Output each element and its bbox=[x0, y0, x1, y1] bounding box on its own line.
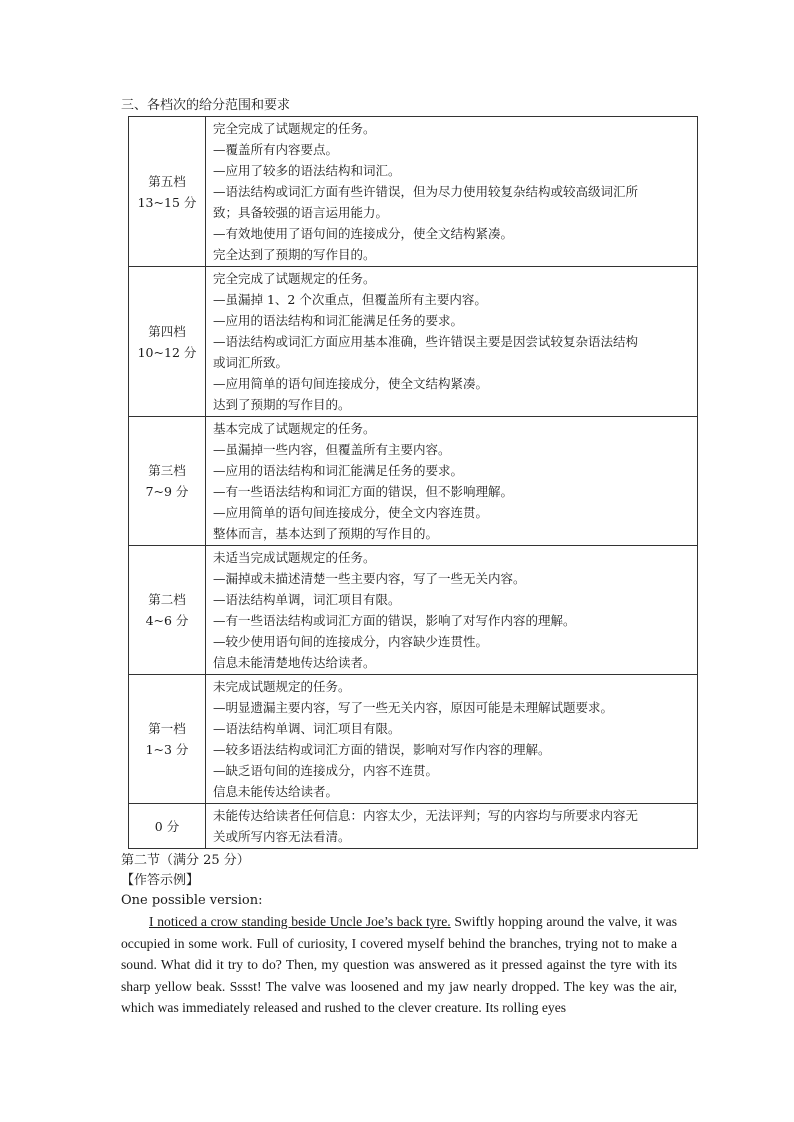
requirement-line: —缺乏语句间的连接成分，内容不连贯。 bbox=[213, 763, 439, 778]
requirement-line: 达到了预期的写作目的。 bbox=[213, 397, 351, 412]
requirement-line: —虽漏掉一些内容，但覆盖所有主要内容。 bbox=[213, 442, 451, 457]
band-score: 10~12 分 bbox=[137, 344, 197, 360]
section-heading: 三、各档次的给分范围和要求 bbox=[121, 98, 291, 113]
band-score: 0 分 bbox=[154, 818, 180, 834]
band-cell bbox=[129, 804, 206, 849]
requirement-line: —语法结构或词汇方面应用基本准确，些许错误主要是因尝试较复杂语法结构 bbox=[213, 334, 639, 349]
band-label: 第三档 bbox=[148, 463, 186, 478]
requirement-cell bbox=[206, 675, 698, 804]
requirement-line: —语法结构单调，词汇项目有限。 bbox=[213, 592, 401, 607]
requirement-line: —有一些语法结构或词汇方面的错误，影响了对写作内容的理解。 bbox=[213, 613, 576, 628]
requirement-line: —较少使用语句间的连接成分，内容缺少连贯性。 bbox=[213, 634, 489, 649]
band-score: 4~6 分 bbox=[145, 613, 189, 628]
requirement-line: —语法结构或词汇方面有些许错误，但为尽力使用较复杂结构或较高级词汇所 bbox=[213, 184, 639, 199]
requirement-line: 完全完成了试题规定的任务。 bbox=[213, 121, 376, 136]
requirement-line: —有一些语法结构和词汇方面的错误，但不影响理解。 bbox=[213, 484, 514, 499]
section-two-title: 第二节（满分 25 分） bbox=[121, 853, 250, 868]
requirement-line: —虽漏掉 1、2 个次重点，但覆盖所有主要内容。 bbox=[213, 292, 487, 307]
example-label: 【作答示例】 bbox=[121, 873, 200, 888]
requirement-line: —漏掉或未描述清楚一些主要内容，写了一些无关内容。 bbox=[213, 571, 526, 586]
rubric-row bbox=[129, 417, 698, 546]
requirement-line: 信息未能传达给读者。 bbox=[213, 784, 339, 799]
rubric-row bbox=[129, 546, 698, 675]
requirement-line: 未适当完成试题规定的任务。 bbox=[213, 550, 376, 565]
requirement-cell bbox=[206, 417, 698, 546]
requirement-line: 致；具备较强的语言运用能力。 bbox=[213, 205, 389, 220]
essay-continuation: Swiftly hopping around the valve, it was occupied in some work. Full of curiosity, I covered myself behind the branches, trying not to make a sound. What did it try to do? Then, my question was answered as it pressed against the tyre with its sharp yellow beak. Sssst! The valve was loosened and my jaw nearly dropped. The key was the air, which was immediately released and rushed to the clever creature. Its rolling eyes bbox=[121, 914, 678, 1015]
requirement-line: —语法结构单调、词汇项目有限。 bbox=[213, 721, 401, 736]
band-score: 13~15 分 bbox=[137, 194, 197, 210]
essay-paragraph bbox=[121, 911, 677, 1019]
requirement-line: 或词汇所致。 bbox=[213, 355, 289, 370]
requirement-line: —有效地使用了语句间的连接成分，使全文结构紧凑。 bbox=[213, 226, 514, 241]
rubric-row bbox=[129, 117, 698, 267]
band-score: 1~3 分 bbox=[145, 742, 189, 757]
requirement-cell bbox=[206, 804, 698, 849]
rubric-table bbox=[128, 116, 698, 849]
requirement-line: 完全达到了预期的写作目的。 bbox=[213, 247, 376, 262]
band-cell bbox=[129, 417, 206, 546]
rubric-row bbox=[129, 267, 698, 417]
band-cell bbox=[129, 546, 206, 675]
requirement-line: —应用简单的语句间连接成分，使全文内容连贯。 bbox=[213, 505, 489, 520]
requirement-cell bbox=[206, 117, 698, 267]
rubric-row bbox=[129, 675, 698, 804]
requirement-line: —应用了较多的语法结构和词汇。 bbox=[213, 163, 401, 178]
band-label: 第四档 bbox=[148, 323, 186, 339]
requirement-line: 信息未能清楚地传达给读者。 bbox=[213, 655, 376, 670]
band-label: 第五档 bbox=[148, 173, 186, 189]
section-two bbox=[121, 851, 677, 1019]
requirement-line: 基本完成了试题规定的任务。 bbox=[213, 421, 376, 436]
requirement-cell bbox=[206, 546, 698, 675]
requirement-line: —应用简单的语句间连接成分，使全文结构紧凑。 bbox=[213, 376, 489, 391]
requirement-line: 未完成试题规定的任务。 bbox=[213, 679, 351, 694]
requirement-line: 完全完成了试题规定的任务。 bbox=[213, 271, 376, 286]
band-label: 第二档 bbox=[148, 592, 186, 607]
requirement-line: —应用的语法结构和词汇能满足任务的要求。 bbox=[213, 463, 464, 478]
requirement-line: 关或所写内容无法看清。 bbox=[213, 829, 351, 844]
band-cell bbox=[129, 675, 206, 804]
requirement-line: —应用的语法结构和词汇能满足任务的要求。 bbox=[213, 313, 464, 328]
band-cell bbox=[129, 267, 206, 417]
requirement-line: —较多语法结构或词汇方面的错误，影响对写作内容的理解。 bbox=[213, 742, 551, 757]
requirement-cell bbox=[206, 267, 698, 417]
band-score: 7~9 分 bbox=[145, 484, 189, 499]
requirement-line: —明显遗漏主要内容，写了一些无关内容，原因可能是未理解试题要求。 bbox=[213, 700, 614, 715]
essay-underlined-sentence: I noticed a crow standing beside Uncle Joe’s back tyre. bbox=[149, 914, 451, 929]
rubric-row bbox=[129, 804, 698, 849]
requirement-line: 未能传达给读者任何信息：内容太少，无法评判；写的内容均与所要求内容无 bbox=[213, 808, 639, 823]
requirement-line: 整体而言，基本达到了预期的写作目的。 bbox=[213, 526, 439, 541]
band-cell bbox=[129, 117, 206, 267]
requirement-line: —覆盖所有内容要点。 bbox=[213, 142, 339, 157]
band-label: 第一档 bbox=[148, 721, 186, 736]
version-label: One possible version: bbox=[121, 893, 263, 908]
